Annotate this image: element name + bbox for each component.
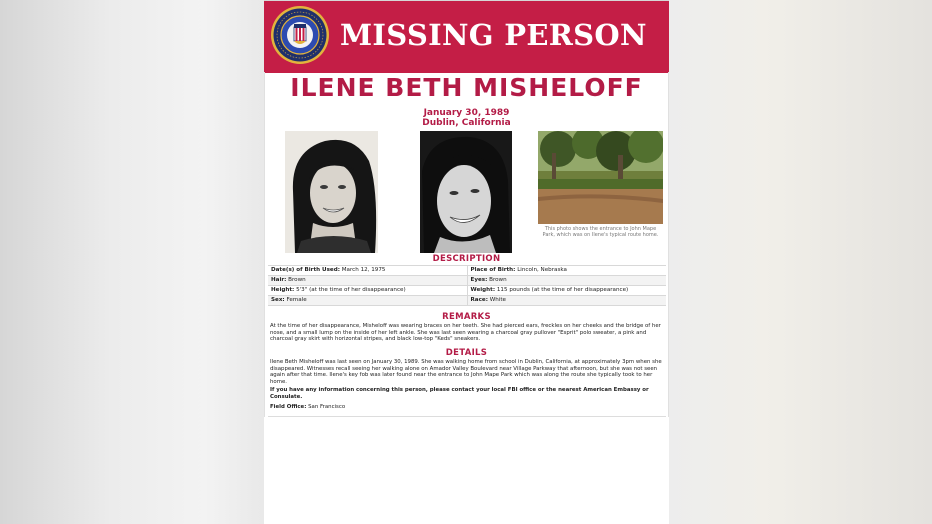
dateline [264, 108, 669, 128]
description-value: Female [286, 297, 307, 303]
description-label: Date(s) of Birth Used: [271, 267, 340, 273]
description-table [268, 265, 666, 306]
remarks-heading: REMARKS [442, 312, 491, 322]
description-value: Brown [489, 277, 507, 283]
details-heading: DETAILS [445, 348, 488, 358]
park-entrance-photo [538, 131, 663, 224]
description-cell [467, 276, 666, 286]
description-row [268, 296, 666, 306]
description-value: White [489, 297, 506, 303]
banner-title: MISSING PERSON [340, 18, 647, 52]
description-value: Brown [288, 277, 306, 283]
description-heading: DESCRIPTION [432, 254, 501, 264]
details-text: Ilene Beth Misheloff was last seen on January 30, 1989. She was walking home from school in Dublin, California, at approximately 3pm when she disappeared. Witnesses recall seeing her walking alone on Amador Valley Boulevard near Village Parkway that afternoon, but she was not seen again after that time. Ilene's key fob was later found near the entrance to John Mape Park which was along the route she typically took to her home. [270, 359, 662, 385]
description-cell [268, 286, 467, 296]
description-value: 5'3" (at the time of her disappearance) [296, 287, 406, 293]
description-cell [268, 296, 467, 306]
description-cell [467, 266, 666, 276]
fbi-seal-icon [270, 5, 330, 65]
description-row [268, 276, 666, 286]
description-value: March 12, 1975 [341, 267, 386, 273]
person-photo-2 [420, 131, 512, 253]
description-cell [467, 286, 666, 296]
description-label: Place of Birth: [470, 267, 516, 273]
description-label: Height: [271, 287, 295, 293]
missing-person-poster [264, 0, 669, 524]
field-office [270, 404, 662, 411]
person-name: ILENE BETH MISHELOFF [290, 73, 643, 102]
contact-instructions: If you have any information concerning this person, please contact your local FBI office or the nearest American Embassy or Consulate. [270, 387, 649, 400]
missing-date: January 30, 1989 [423, 108, 510, 118]
contact-text [270, 387, 662, 400]
header-banner [264, 0, 669, 73]
description-value: 115 pounds (at the time of her disappearance) [496, 287, 629, 293]
description-label: Eyes: [470, 277, 488, 283]
description-row [268, 266, 666, 276]
remarks-text: At the time of her disappearance, Misheloff was wearing braces on her teeth. She had pierced ears, freckles on her cheeks and the bridge of her nose, and a small lump on the inside of her left ankle. She was last seen wearing a charcoal gray pullover "Esprit" polo sweater, a pink and charcoal gray skirt with horizontal stripes, and black low-top "Keds" sneakers. [270, 323, 661, 343]
field-office-label: Field Office: [270, 404, 307, 410]
description-label: Race: [470, 297, 488, 303]
bottom-rule [268, 416, 666, 417]
left-border [264, 72, 265, 417]
field-office-value: San Francisco [308, 404, 346, 410]
description-label: Sex: [271, 297, 285, 303]
person-photo-1 [285, 131, 378, 253]
right-border [668, 72, 669, 417]
description-cell [268, 276, 467, 286]
description-cell [467, 296, 666, 306]
missing-location: Dublin, California [422, 118, 511, 128]
description-row [268, 286, 666, 296]
description-label: Weight: [470, 287, 496, 293]
photo-caption: This photo shows the entrance to John Mape Park, which was on Ilene's typical route home. [542, 226, 659, 238]
description-label: Hair: [271, 277, 287, 283]
description-cell [268, 266, 467, 276]
description-value: Lincoln, Nebraska [517, 267, 567, 273]
